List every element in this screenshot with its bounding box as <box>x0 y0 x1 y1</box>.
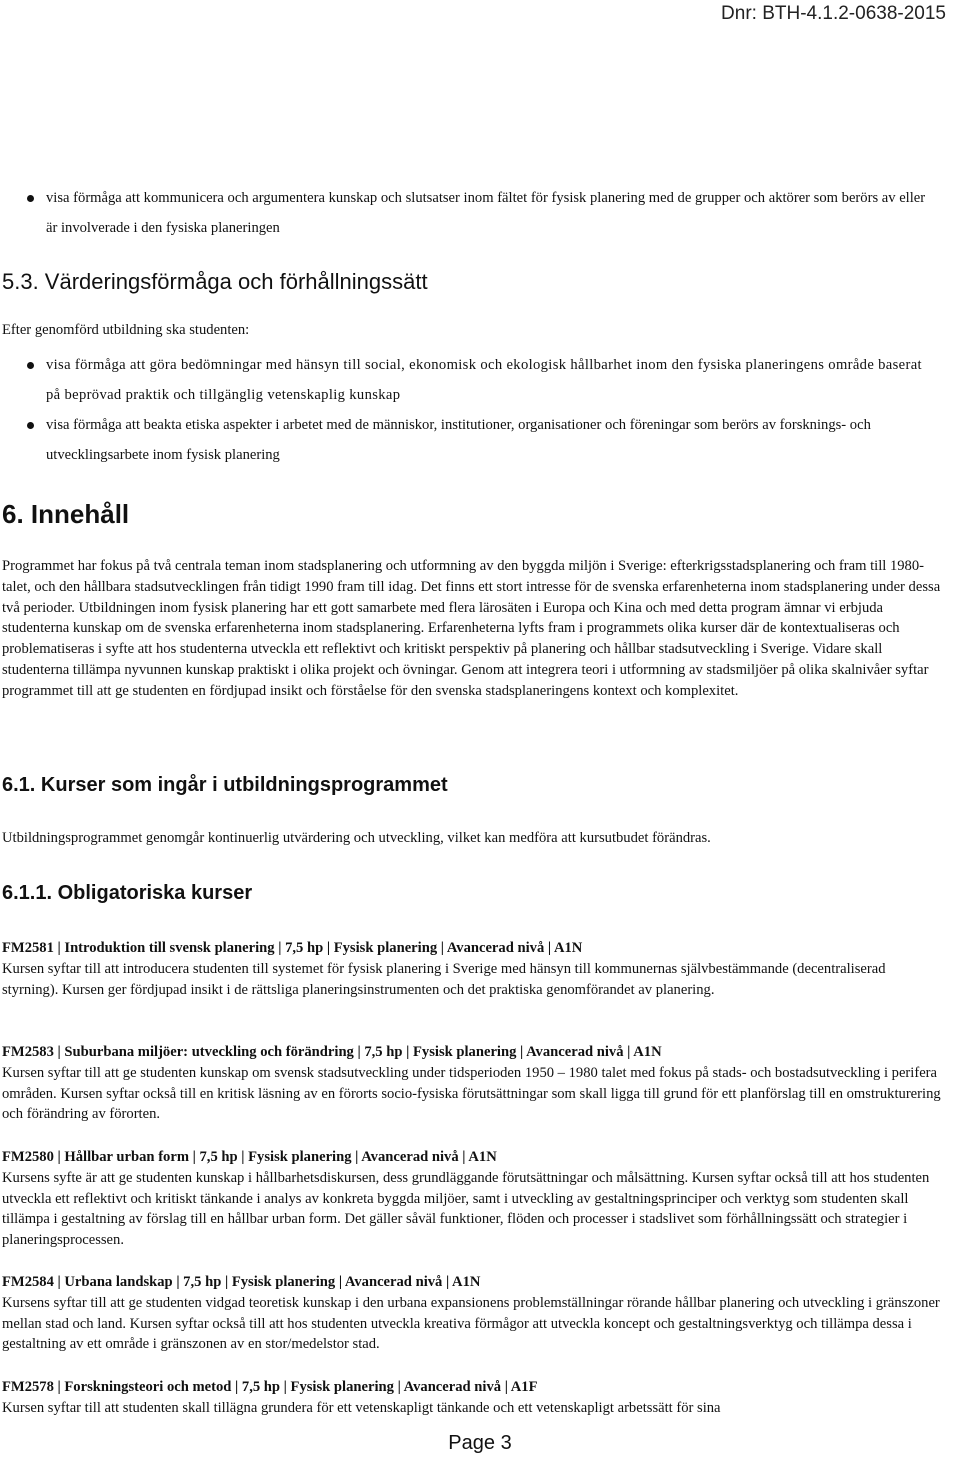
course-description: Kursen syftar till att studenten skall tillägna grundera för ett vetenskapligt tänkande och ett vetenskapligt arbetssätt för sina <box>2 1399 721 1416</box>
course-block <box>0 1042 942 1125</box>
section-6-1-title: 6.1. Kurser som ingår i utbildningsprogrammet <box>2 774 448 796</box>
course-heading: FM2581 | Introduktion till svensk planering | 7,5 hp | Fysisk planering | Avancerad nivå | A1N <box>2 940 583 956</box>
list-item: visa förmåga att kommunicera och argumentera kunskap och slutsatser inom fältet för fysisk planering med de grupper och aktörer som berörs av eller är involverade i den fysiska planeringen <box>0 183 940 243</box>
bullet-list-5-3 <box>0 350 940 470</box>
course-block <box>0 1147 942 1251</box>
list-item: visa förmåga att beakta etiska aspekter i arbetet med de människor, institutioner, organisationer och föreningar som berörs av forsknings- och utvecklingsarbete inom fysisk planering <box>0 410 940 470</box>
course-description: Kursens syftar till att ge studenten vidgad teoretisk kunskap i den urbana expansionens problemställningar rörande hållbar planering och utveckling i gränszoner mellan stad och land. Kursen syftar också till att hos studenten utveckla kreativa förmågor att utveckla koncept och gestaltningsverktyg och tillämpa dessa i gestaltning av ett område i gränszonen av en stor/medelstor stad. <box>2 1294 940 1353</box>
course-heading: FM2580 | Hållbar urban form | 7,5 hp | Fysisk planering | Avancerad nivå | A1N <box>2 1149 497 1165</box>
course-block <box>0 1272 942 1355</box>
list-item: visa förmåga att göra bedömningar med hänsyn till social, ekonomisk och ekologisk hållbarhet inom den fysiska planeringens område baserat på beprövad praktik och tillgänglig vetenskaplig kunskap <box>0 350 940 410</box>
bullet-list-top <box>0 183 940 243</box>
section-6-1-body: Utbildningsprogrammet genomgår kontinuerlig utvärdering och utveckling, vilket kan medföra att kursutbudet förändras. <box>2 830 711 846</box>
course-heading: FM2583 | Suburbana miljöer: utveckling och förändring | 7,5 hp | Fysisk planering | Avancerad nivå | A1N <box>2 1044 662 1060</box>
course-block <box>0 1377 942 1419</box>
course-heading: FM2578 | Forskningsteori och metod | 7,5 hp | Fysisk planering | Avancerad nivå | A1F <box>2 1379 538 1395</box>
course-heading: FM2584 | Urbana landskap | 7,5 hp | Fysisk planering | Avancerad nivå | A1N <box>2 1274 481 1290</box>
document-number: Dnr: BTH-4.1.2-0638-2015 <box>721 3 946 24</box>
section-6-body: Programmet har fokus på två centrala teman inom stadsplanering och utformning av den byggda miljön i Sverige: efterkrigsstadsplanering och fram till 1980-talet, och den hållbara stadsutvecklingen från tidigt 1990 fram till idag. Det finns ett stort intresse för de svenska erfarenheterna inom stadsplanering under dessa två perioder. Utbildningen inom fysisk planering har ett gott samarbete med flera lärosäten i Europa och Kina och med detta program ämnar vi erbjuda studenterna kunskap om de svenska erfarenheterna inom stadsplanering. Erfarenheterna lyfts fram i programmets olika kurser där de kontextualiseras och problematiseras i syfte att hos studenterna utveckla ett reflektivt och kritiskt perspektiv på planering och hållbar stadsutveckling i Sverige. Vidare skall studenterna tillämpa nyvunnen kunskap praktiskt i olika projekt och övningar. Genom att integrera teori i utformning av stadsmiljöer på olika skalnivåer syftar programmet till att ge studenten en fördjupad insikt och förståelse för den svenska stadsplaneringens kontext och komplexitet. <box>2 558 941 699</box>
course-description: Kursen syftar till att introducera studenten till systemet för fysisk planering i Sverige med hänsyn till kommunernas självbestämmande (decentraliserad styrning). Kursen ger fördjupad insikt i de rättsliga planeringsinstrumenten och det praktiska genomförandet av planering. <box>2 960 886 998</box>
section-5-3-title: 5.3. Värderingsförmåga och förhållningssätt <box>2 269 428 294</box>
course-description: Kursen syftar till att ge studenten kunskap om svensk stadsutveckling under tidsperioden 1950 – 1980 talet med fokus på stads- och bostadsutveckling i perifera områden. Kursen syftar också till en kritisk läsning av en förorts socio-fysiska förutsättningar som skall ligga till grund för ett planförslag till en omstrukturering och förändring av förorten. <box>2 1064 941 1123</box>
section-5-3-intro: Efter genomförd utbildning ska studenten: <box>2 322 250 338</box>
course-block <box>0 938 942 1000</box>
section-6-1-1-title: 6.1.1. Obligatoriska kurser <box>2 882 253 904</box>
course-description: Kursens syfte är att ge studenten kunskap i hållbarhetsdiskursen, dess grundläggande förutsättningar och målsättning. Kursen syftar också till att hos studenten utveckla ett reflektivt och kritiskt tänkande i analys av konkreta byggda miljöer, samt i utveckling av gestaltningsprinciper och verktyg som studenten skall tillämpa i gestaltning av förslag till en hållbar urban form. Det gäller såväl funktioner, flöden och processer i stadslivet som förhållningssätt och strategier i planeringsprocessen. <box>2 1169 930 1249</box>
section-6-title: 6. Innehåll <box>2 499 130 529</box>
page-number: Page 3 <box>448 1432 512 1454</box>
